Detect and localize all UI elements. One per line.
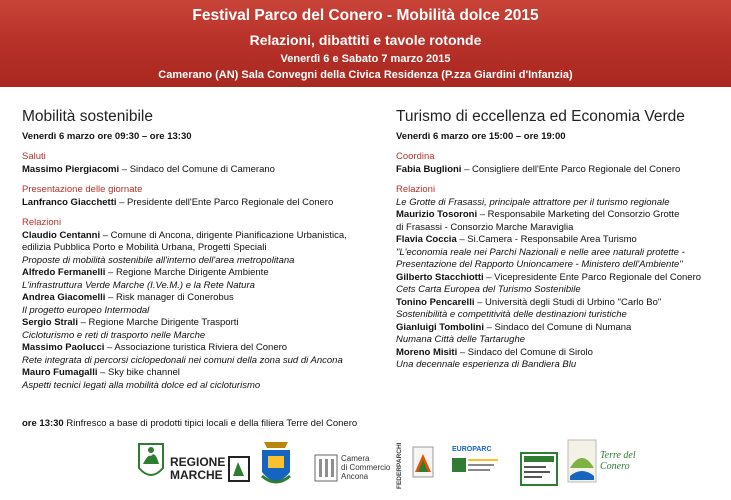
left-section-title: Mobilità sostenibile (22, 108, 153, 125)
europarc-logo: EUROPARC (452, 446, 492, 453)
left-session-time: Venerdì 6 marzo ore 09:30 – ore 13:30 (22, 131, 192, 142)
left-relazione-line (22, 342, 372, 355)
federparchi-emblem (412, 446, 434, 478)
ancona-text: Ancona (341, 472, 369, 481)
right-relazione-line (396, 234, 726, 247)
relazione-text: Cets Carta Europea del Turismo Sostenibile (396, 284, 581, 295)
presentazione-speaker: Lanfranco Giacchetti – Presidente dell'Ente Parco Regionale del Conero (22, 196, 334, 208)
relazione-text: – Università degli Studi di Urbino "Carlo Bo" (474, 296, 662, 308)
relazione-text: L'infrastruttura Verde Marche (I.Ve.M.) e la Rete Natura (22, 279, 255, 291)
terre-conero-logo (600, 450, 636, 472)
left-relazioni-label: Relazioni (22, 217, 62, 228)
left-program (22, 108, 372, 392)
camera-text: Camera (341, 454, 370, 463)
relazione-text: – Vicepresidente Ente Parco Regionale del Conero (483, 271, 702, 283)
relazione-text: Presentazione del Rapporto Unioncamere - Ministero dell'Ambiente" (396, 259, 683, 270)
regione-marche-logo (170, 456, 225, 482)
right-relazione-line (396, 197, 726, 210)
relazione-text: di Frasassi - Consorzio Marche Maraviglia (396, 221, 574, 233)
federparchi-text: FEDERPARCHI (396, 442, 403, 490)
relazione-text: Proposte di mobilità sostenibile all'interno dell'area metropolitana (22, 254, 295, 266)
event-venue: Camerano (AN) Sala Convegni della Civica Residenza (P.zza Giardini d'Infanzia) (158, 69, 573, 81)
presentazione-label: Presentazione delle giornate (22, 184, 143, 195)
camera-commercio-emblem (314, 454, 338, 482)
relazione-text: Le Grotte di Frasassi, principale attrattore per il turismo regionale (396, 196, 670, 208)
terre-conero-emblem (566, 438, 598, 484)
relazione-text: – Regione Marche Dirigente Ambiente (105, 267, 269, 278)
relazione-text: – Risk manager di Conerobus (105, 292, 234, 303)
speaker-name: Mauro Fumagalli (22, 367, 98, 378)
speaker-name: Andrea Giacomelli (22, 292, 106, 303)
right-relazione-line (396, 322, 726, 335)
relazione-text: – Regione Marche Dirigente Trasporti (77, 317, 239, 328)
speaker-name: Alfredo Fermanelli (22, 267, 106, 278)
right-relazione-line (396, 284, 726, 297)
conero-text: Conero (600, 461, 630, 472)
left-relazione-line (22, 380, 372, 393)
right-relazione-line (396, 309, 726, 322)
right-relazione-line (396, 347, 726, 360)
right-relazione-line (396, 222, 726, 235)
right-relazioni-label: Relazioni (396, 184, 436, 195)
header-banner (0, 0, 731, 87)
left-relazione-line (22, 230, 372, 243)
terre-text: Terre del (600, 450, 636, 461)
relazione-text: Rete integrata di percorsi ciclopedonali nei comuni della zona sud di Ancona (22, 354, 343, 366)
left-relazione-line (22, 242, 372, 255)
event-dates: Venerdì 6 e Sabato 7 marzo 2015 (280, 53, 451, 65)
speaker-name: Maurizio Tosoroni (396, 209, 478, 220)
green-box-logo (520, 452, 558, 486)
speaker-name: Moreno Misiti (396, 346, 458, 358)
right-relazione-line (396, 247, 726, 260)
left-relazione-line (22, 355, 372, 368)
relazione-text: – Sky bike channel (97, 367, 180, 378)
left-relazioni-list (22, 230, 372, 393)
event-title: Festival Parco del Conero - Mobilità dolce 2015 (192, 7, 539, 24)
saluti-label: Saluti (22, 151, 46, 162)
right-relazione-line (396, 359, 726, 372)
saluti-speaker: Massimo Piergiacomi – Sindaco del Comune di Camerano (22, 163, 275, 175)
parco-conero-logo (138, 442, 164, 482)
europarc-emblem (452, 456, 500, 476)
right-relazione-line (396, 334, 726, 347)
speaker-name: Massimo Paolucci (22, 342, 105, 353)
event-subtitle: Relazioni, dibattiti e tavole rotonde (249, 32, 482, 48)
relazione-text: Sostenibilità e competitività delle destinazioni turistiche (396, 309, 627, 320)
speaker-name: Flavia Coccia (396, 234, 457, 245)
right-relazione-line (396, 272, 726, 285)
right-session-time: Venerdì 6 marzo ore 15:00 – ore 19:00 (396, 131, 566, 142)
left-relazione-line (22, 317, 372, 330)
relazione-text: – Associazione turistica Riviera del Conero (104, 342, 288, 353)
speaker-name: Claudio Centanni (22, 229, 101, 241)
relazione-text: – Sindaco del Comune di Numana (483, 321, 632, 333)
marche-text: MARCHE (170, 468, 223, 482)
sponsor-logos (0, 436, 731, 500)
speaker-name: Sergio Strali (22, 317, 78, 328)
coordina-label: Coordina (396, 151, 435, 162)
regione-text: REGIONE (170, 455, 226, 469)
right-relazione-line (396, 297, 726, 310)
camera-commercio-logo (341, 454, 390, 481)
relazione-text: Cicloturismo e reti di trasporto nelle Marche (22, 329, 206, 341)
left-relazione-line (22, 255, 372, 268)
right-section-title: Turismo di eccellenza ed Economia Verde (396, 108, 685, 125)
commercio-text: di Commercio (341, 463, 391, 472)
left-relazione-line (22, 330, 372, 343)
regione-emblem (228, 456, 250, 482)
camerano-crest (258, 438, 294, 490)
relazione-text: – Si.Camera - Responsabile Area Turismo (456, 234, 637, 245)
left-relazione-line (22, 292, 372, 305)
relazione-text: – Responsabile Marketing del Consorzio Grotte (477, 209, 680, 220)
speaker-name: Gilberto Stacchiotti (396, 271, 484, 283)
speaker-name: Tonino Pencarelli (396, 296, 475, 308)
left-relazione-line (22, 280, 372, 293)
relazione-text: "L'economia reale nei Parchi Nazionali e nelle aree naturali protette - (396, 246, 685, 258)
right-program (396, 108, 726, 372)
relazione-text: – Sindaco del Comune di Sirolo (457, 346, 593, 358)
right-relazioni-list (396, 197, 726, 372)
left-relazione-line (22, 267, 372, 280)
right-relazione-line (396, 259, 726, 272)
coordina-speaker: Fabia Buglioni – Consigliere dell'Ente Parco Regionale del Conero (396, 163, 681, 175)
right-relazione-line (396, 209, 726, 222)
left-relazione-line (22, 367, 372, 380)
relazione-text: Una decennale esperienza di Bandiera Blu (396, 359, 577, 370)
left-relazione-line (22, 305, 372, 318)
relazione-text: Aspetti tecnici legati alla mobilità dolce ed al cicloturismo (22, 379, 261, 391)
relazione-text: Il progetto europeo Intermodal (22, 304, 150, 316)
relazione-text: Numana Città delle Tartarughe (396, 334, 526, 345)
speaker-name: Gianluigi Tombolini (396, 321, 484, 333)
refreshment-note: ore 13:30 Rinfresco a base di prodotti tipici locali e della filiera Terre del Conero (22, 418, 358, 429)
relazione-text: edilizia Pubblica Porto e Mobilità Urbana, Progetti Speciali (22, 242, 267, 253)
relazione-text: – Comune di Ancona, dirigente Pianificazione Urbanistica, (100, 229, 347, 241)
